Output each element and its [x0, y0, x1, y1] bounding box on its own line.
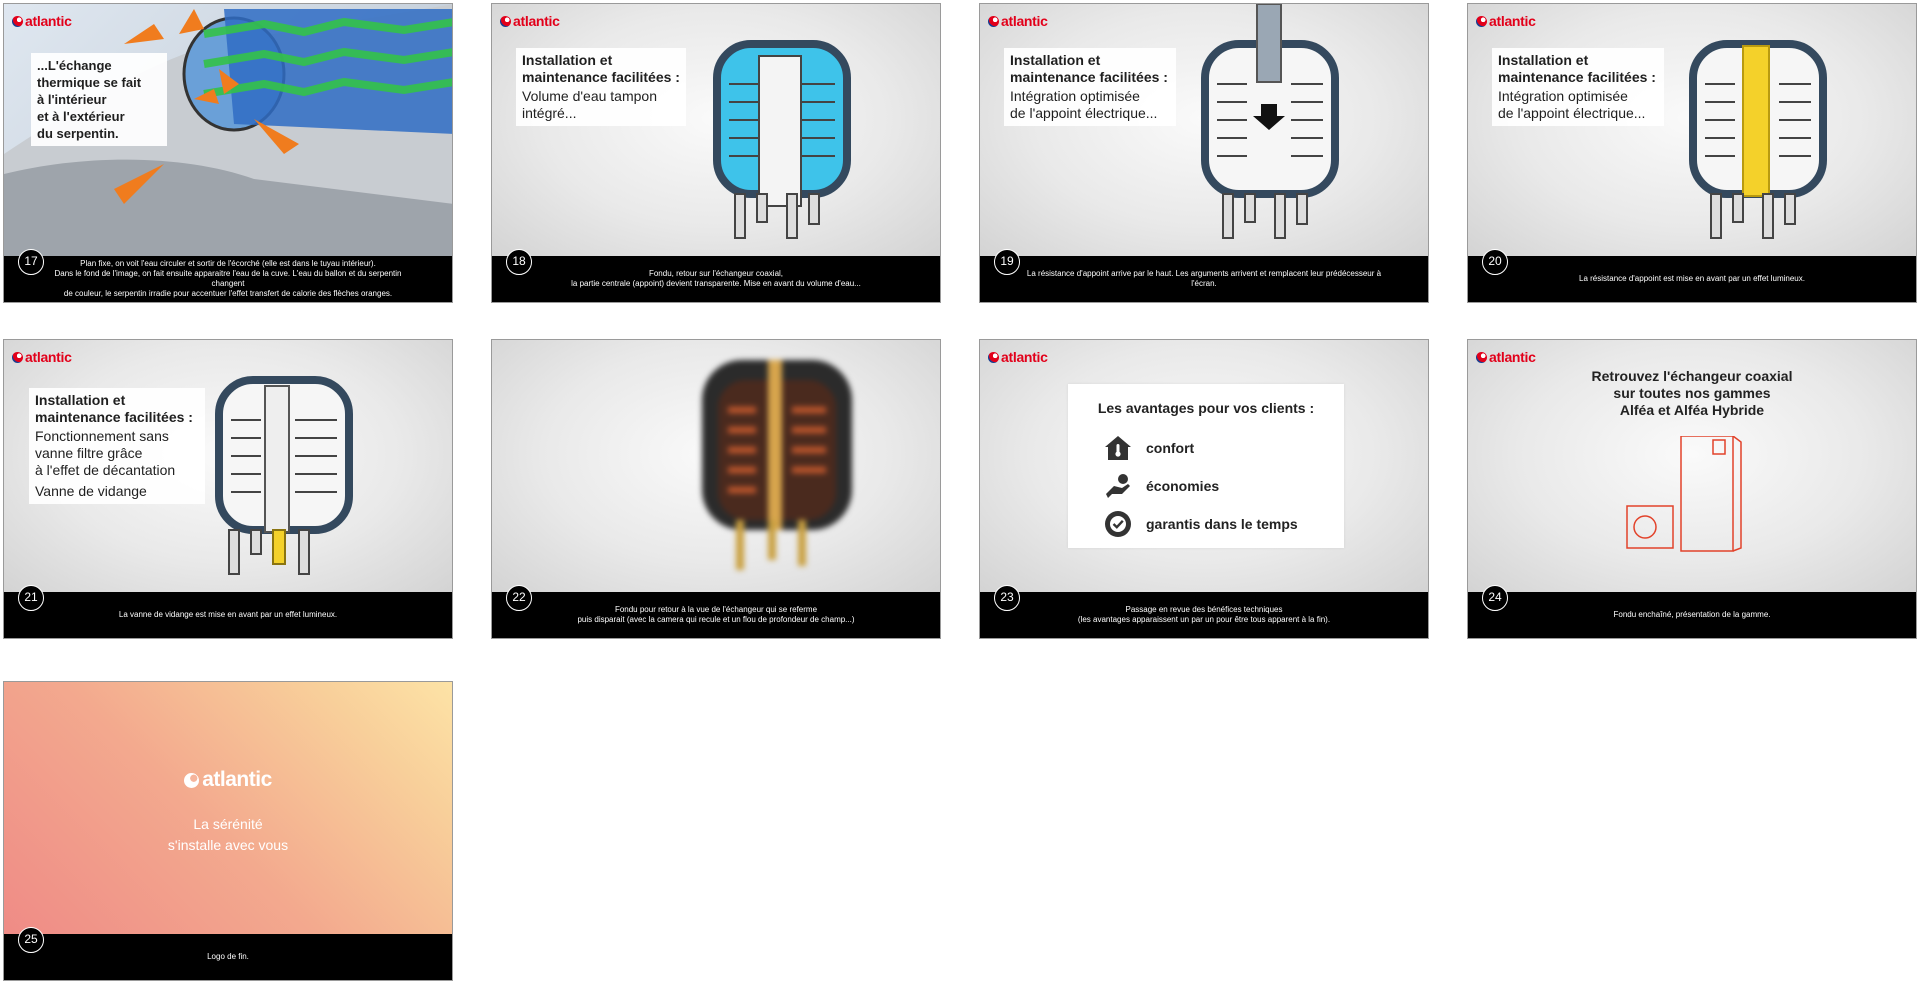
tank-drain-valve-illustration: [199, 340, 369, 594]
storyboard-slide-18[interactable]: [491, 3, 941, 303]
slide-19-body: Intégration optimisée de l'appoint électrique...: [1010, 88, 1158, 121]
slide-23-caption: Passage en revue des bénéfices techniques (les avantages apparaissent un par un pour être tous apparent à la fin).: [980, 592, 1428, 638]
storyboard-slide-21[interactable]: [3, 339, 453, 639]
storyboard-slide-17[interactable]: [3, 3, 453, 303]
slide-18-caption: Fondu, retour sur l'échangeur coaxial, la partie centrale (appoint) devient transparente. Mise en avant du volume d'eau...: [492, 256, 940, 302]
slide-18-body: Volume d'eau tampon intégré...: [522, 88, 657, 121]
storyboard-slide-22[interactable]: [491, 339, 941, 639]
slide-18-text-box: [516, 48, 686, 126]
atlantic-logo: atlantic: [12, 349, 72, 365]
atlantic-logo: atlantic: [500, 13, 560, 29]
slide-20-text-box: [1492, 48, 1664, 126]
slide-18-heading: Installation et maintenance facilitées :: [522, 52, 680, 85]
slide-number: 19: [994, 249, 1020, 275]
slide-23-illustration: [980, 340, 1428, 594]
slide-20-body: Intégration optimisée de l'appoint électrique...: [1498, 88, 1646, 121]
slide-number: 25: [18, 927, 44, 953]
slide-number: 20: [1482, 249, 1508, 275]
atlantic-logo: atlantic: [988, 349, 1048, 365]
storyboard-slide-25[interactable]: [3, 681, 453, 981]
slide-19-heading: Installation et maintenance facilitées :: [1010, 52, 1168, 85]
slide-21-body: Fonctionnement sans vanne filtre grâce à l'effet de décantation: [35, 428, 176, 478]
slogan-text: La sérénité s'installe avec vous: [167, 816, 289, 853]
storyboard-slide-20[interactable]: [1467, 3, 1917, 303]
benefit-row-confort: [1104, 434, 1194, 462]
benefit-label-garantie: garantis dans le temps: [1146, 516, 1298, 532]
benefit-row-garantie: [1104, 510, 1298, 538]
heat-pump-range-illustration: [1623, 436, 1753, 556]
tank-water-volume-illustration: [697, 4, 867, 258]
slide-19-caption: La résistance d'appoint arrive par le haut. Les arguments arrivent et remplacent leur prédécesseur à l'écran.: [980, 256, 1428, 302]
slide-22-caption: Fondu pour retour à la vue de l'échangeur qui se referme puis disparait (avec la camera qui recule et un flou de profondeur de champ...): [492, 592, 940, 638]
tank-resistance-highlight-illustration: [1673, 4, 1843, 258]
slide-number: 23: [994, 585, 1020, 611]
benefit-label-confort: confort: [1146, 440, 1195, 456]
slide-21-body-2: Vanne de vidange: [35, 483, 147, 499]
benefit-label-economies: économies: [1146, 478, 1220, 494]
slide-17-caption: Plan fixe, on voit l'eau circuler et sortir de l'écorché (elle est dans le tuyau intérieur). Dans le fond de l'image, on fait ensuite apparaitre l'eau de la cuve. L'eau du ballon et du serpentin changent de couleur, le serpentin irradie pour accentuer l'effet transfert de calorie des flèches oranges.: [4, 256, 452, 302]
badge-check-icon: [1104, 510, 1132, 538]
tank-resistance-insert-illustration: [1185, 4, 1355, 258]
slide-21-text-box: [29, 388, 205, 504]
atlantic-logo: atlantic: [12, 13, 72, 29]
slide-24-caption: Fondu enchaîné, présentation de la gamme.: [1468, 592, 1916, 638]
slide-18-illustration: [492, 4, 940, 258]
slide-number: 18: [506, 249, 532, 275]
slide-24-title: Retrouvez l'échangeur coaxial sur toutes nos gammes Alféa et Alféa Hybride: [1591, 368, 1793, 418]
slide-19-text-box: [1004, 48, 1176, 126]
slide-19-illustration: [980, 4, 1428, 258]
slide-20-illustration: [1468, 4, 1916, 258]
slide-number: 21: [18, 585, 44, 611]
storyboard-slide-19[interactable]: [979, 3, 1429, 303]
slide-17-heading: ...L'échange thermique se fait à l'intérieur et à l'extérieur du serpentin.: [37, 58, 142, 141]
atlantic-logo: atlantic: [1476, 13, 1536, 29]
slide-20-caption: La résistance d'appoint est mise en avant par un effet lumineux.: [1468, 256, 1916, 302]
slide-number: 22: [506, 585, 532, 611]
benefits-panel: [1068, 384, 1344, 548]
slide-number: 24: [1482, 585, 1508, 611]
blurred-exchanger-illustration: [692, 340, 862, 594]
slide-25-caption: Logo de fin.: [4, 934, 452, 980]
benefits-title: Les avantages pour vos clients :: [1097, 400, 1315, 416]
slide-21-heading: Installation et maintenance facilitées :: [35, 392, 193, 425]
storyboard-slide-23[interactable]: [979, 339, 1429, 639]
slide-25-closing-background: [4, 682, 452, 936]
storyboard-slide-24[interactable]: [1467, 339, 1917, 639]
slide-number: 17: [18, 249, 44, 275]
atlantic-logo-white: atlantic: [4, 768, 452, 792]
slide-17-heading-box: [31, 53, 167, 146]
atlantic-logo: atlantic: [988, 13, 1048, 29]
benefit-row-economies: [1104, 472, 1219, 500]
house-thermometer-icon: [1104, 434, 1132, 462]
hand-coin-icon: [1104, 472, 1132, 500]
slide-24-illustration: [1468, 340, 1916, 594]
atlantic-logo: atlantic: [1476, 349, 1536, 365]
slide-21-caption: La vanne de vidange est mise en avant par un effet lumineux.: [4, 592, 452, 638]
slide-20-heading: Installation et maintenance facilitées :: [1498, 52, 1656, 85]
slide-22-illustration: [492, 340, 940, 594]
